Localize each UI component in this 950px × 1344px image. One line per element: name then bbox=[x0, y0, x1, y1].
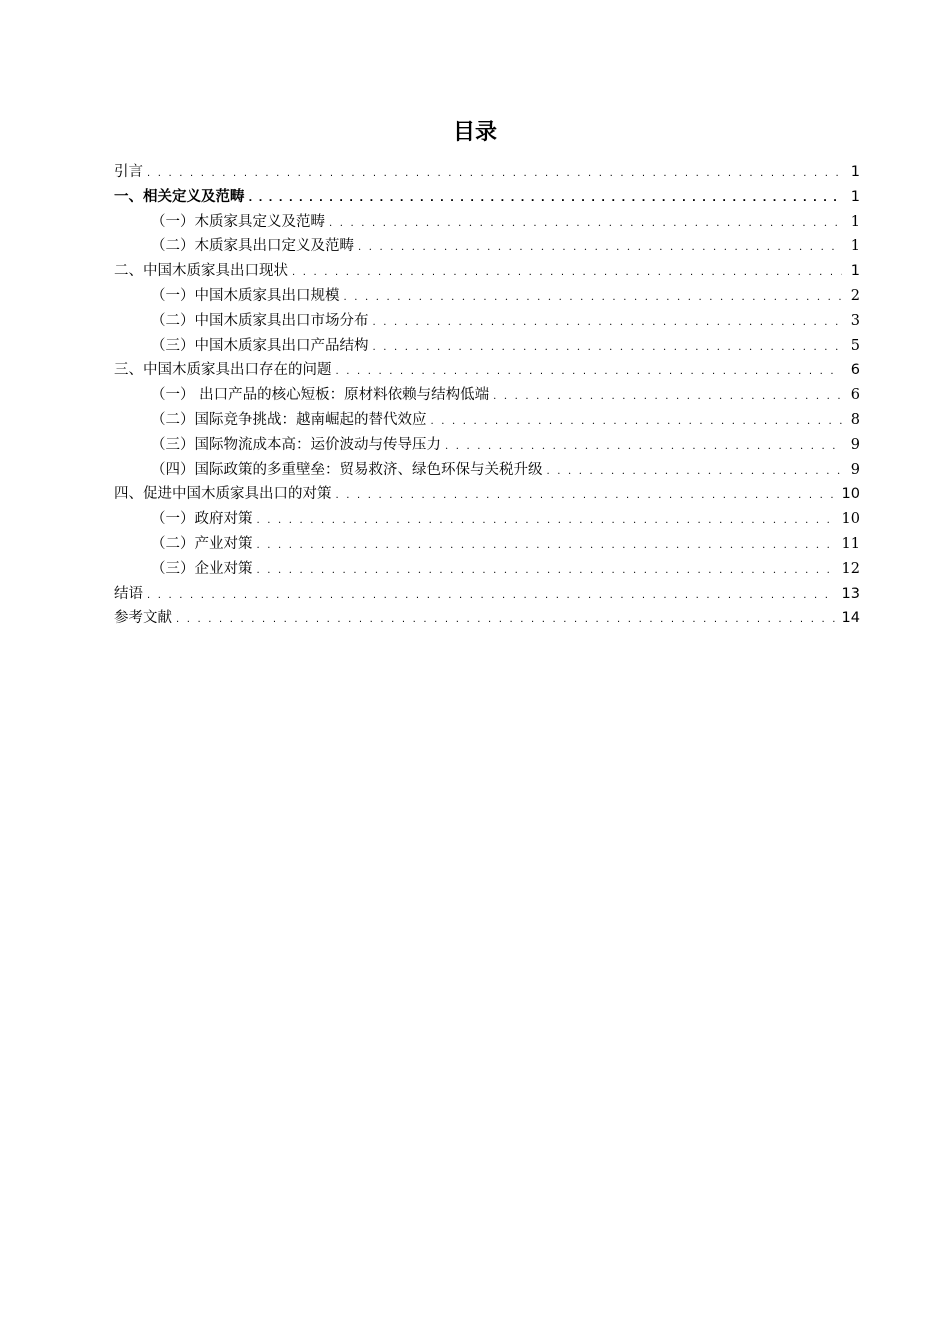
toc-dot-leader bbox=[176, 608, 836, 633]
toc-entry[interactable] bbox=[114, 606, 860, 631]
toc-page-number: 1 bbox=[850, 188, 860, 205]
toc-page-number: 1 bbox=[850, 263, 860, 280]
toc-entry-text: 四、促进中国木质家具出口的对策 bbox=[114, 486, 332, 503]
toc-entry[interactable] bbox=[114, 185, 860, 210]
toc-dot-leader bbox=[147, 584, 836, 609]
toc-entry-text: 结语 bbox=[114, 585, 143, 602]
toc-page-number: 13 bbox=[841, 585, 860, 602]
toc-entry[interactable] bbox=[114, 234, 860, 259]
toc-dot-leader bbox=[336, 484, 836, 509]
toc-entry[interactable] bbox=[114, 309, 860, 334]
toc-entry-text: （四）国际政策的多重壁垒：贸易救济、绿色环保与关税升级 bbox=[151, 461, 543, 478]
toc-page-number: 1 bbox=[850, 213, 860, 230]
toc-page-number: 12 bbox=[841, 560, 860, 577]
toc-entry[interactable] bbox=[114, 259, 860, 284]
toc-dot-leader bbox=[292, 261, 842, 286]
toc-page-number: 6 bbox=[850, 387, 860, 404]
toc-entry-text: （一）木质家具定义及范畴 bbox=[151, 213, 325, 230]
toc-page-number: 8 bbox=[850, 411, 860, 428]
toc-entry[interactable] bbox=[114, 507, 860, 532]
toc-entry-text: 三、中国木质家具出口存在的问题 bbox=[114, 362, 332, 379]
toc-dot-leader bbox=[336, 360, 843, 385]
toc-page-number: 2 bbox=[850, 287, 860, 304]
toc-page-number: 9 bbox=[850, 436, 860, 453]
toc-page-number: 11 bbox=[841, 535, 860, 552]
toc-page-number: 1 bbox=[850, 238, 860, 255]
toc-dot-leader bbox=[249, 187, 843, 212]
toc-entry[interactable] bbox=[114, 482, 860, 507]
toc-page-number: 3 bbox=[850, 312, 860, 329]
toc-entry-text: 引言 bbox=[114, 164, 143, 180]
toc-dot-leader bbox=[547, 460, 843, 485]
toc-entry[interactable] bbox=[114, 358, 860, 383]
toc-dot-leader bbox=[373, 311, 843, 336]
toc-page-number: 9 bbox=[850, 461, 860, 478]
toc-page-number: 6 bbox=[850, 362, 860, 379]
toc-entry[interactable] bbox=[114, 284, 860, 309]
toc-entry[interactable] bbox=[114, 582, 860, 607]
toc-entry-text: （一） 出口产品的核心短板：原材料依赖与结构低端 bbox=[151, 387, 490, 404]
toc-entry-text: （二）国际竞争挑战：越南崛起的替代效应 bbox=[151, 411, 427, 428]
toc-entry-text: 参考文献 bbox=[114, 610, 172, 627]
toc-page-number: 10 bbox=[841, 511, 860, 528]
toc-dot-leader bbox=[431, 410, 843, 435]
toc-entry[interactable] bbox=[114, 408, 860, 433]
toc-dot-leader bbox=[147, 162, 842, 187]
toc-dot-leader bbox=[493, 385, 842, 410]
toc-entry-text: （二）产业对策 bbox=[151, 535, 253, 552]
toc-page-number: 10 bbox=[841, 486, 860, 503]
toc-dot-leader bbox=[257, 509, 836, 534]
toc-entry[interactable] bbox=[114, 334, 860, 359]
toc-list bbox=[114, 160, 860, 631]
toc-page-number: 14 bbox=[841, 610, 860, 627]
toc-dot-leader bbox=[257, 559, 836, 584]
toc-dot-leader bbox=[358, 236, 842, 261]
toc-entry[interactable] bbox=[114, 433, 860, 458]
toc-entry[interactable] bbox=[114, 210, 860, 235]
toc-entry-text: （二）中国木质家具出口市场分布 bbox=[151, 312, 369, 329]
toc-dot-leader bbox=[329, 212, 842, 237]
toc-entry-text: （一）政府对策 bbox=[151, 511, 253, 528]
toc-entry-text: 二、中国木质家具出口现状 bbox=[114, 263, 288, 280]
toc-entry[interactable] bbox=[114, 557, 860, 582]
toc-page-number: 1 bbox=[850, 164, 860, 180]
toc-dot-leader bbox=[344, 286, 843, 311]
toc-dot-leader bbox=[373, 336, 843, 361]
toc-entry-text: 一、相关定义及范畴 bbox=[114, 188, 245, 205]
toc-entry[interactable] bbox=[114, 458, 860, 483]
toc-entry-text: （三）企业对策 bbox=[151, 560, 253, 577]
toc-entry[interactable] bbox=[114, 383, 860, 408]
toc-entry-text: （二）木质家具出口定义及范畴 bbox=[151, 238, 354, 255]
toc-entry[interactable] bbox=[114, 532, 860, 557]
toc-entry-text: （一）中国木质家具出口规模 bbox=[151, 287, 340, 304]
toc-page-number: 5 bbox=[850, 337, 860, 354]
toc-entry[interactable] bbox=[114, 160, 860, 185]
toc-dot-leader bbox=[257, 534, 836, 559]
toc-dot-leader bbox=[445, 435, 842, 460]
toc-entry-text: （三）中国木质家具出口产品结构 bbox=[151, 337, 369, 354]
toc-entry-text: （三）国际物流成本高：运价波动与传导压力 bbox=[151, 436, 441, 453]
toc-title: 目录 bbox=[452, 120, 497, 145]
